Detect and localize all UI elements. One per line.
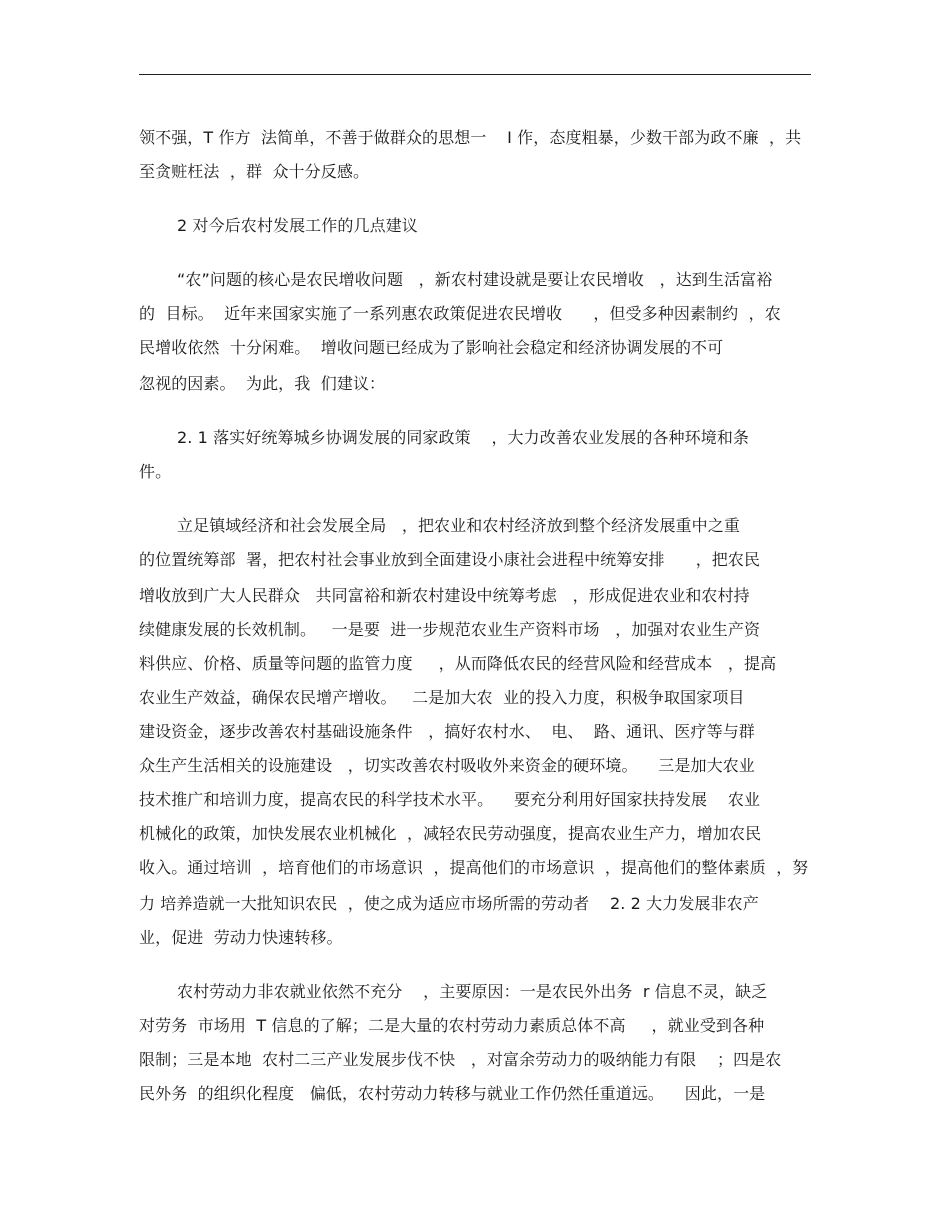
paragraph-line: 限制；三是本地 农村二三产业发展步伐不快 ，对富余劳动力的吸纳能力有限 ；四是农 xyxy=(139,1050,782,1069)
paragraph-line: 料供应、价格、质量等问题的监管力度 ，从而降低农民的经营风险和经营成本 ，提高 xyxy=(139,654,777,673)
subsection-heading: 件。 xyxy=(139,462,172,481)
paragraph-line: 民增收依然 十分闲难。 增收问题已经成为了影响社会稳定和经济协调发展的不可 xyxy=(139,338,724,357)
paragraph-line: 收入。通过培训 ，培育他们的市场意识 ，提高他们的市场意识 ，提高他们的整体素质 ，努 xyxy=(139,858,809,877)
paragraph-line: “农”问题的核心是农民增收问题 ，新农村建设就是要让农民增收 ，达到生活富裕 xyxy=(177,270,773,289)
paragraph-line: 忽视的因素。 为此，我 们建议： xyxy=(139,374,386,393)
paragraph-line: 续健康发展的长效机制。 一是要 进一步规范农业生产资料市场 ，加强对农业生产资 xyxy=(139,620,761,639)
paragraph-line: 建设资金，逐步改善农村基础设施条件 ，搞好农村水、 电、 路、通讯、医疗等与群 xyxy=(139,722,755,741)
paragraph-line: 众生产生活相关的设施建设 ，切实改善农村吸收外来资金的硬环境。 三是加大农业 xyxy=(139,756,755,775)
paragraph-line: 至贪赃枉法 ，群 众十分反感。 xyxy=(139,162,370,181)
section-heading: 2 对今后农村发展工作的几点建议 xyxy=(177,216,418,235)
paragraph-line: 的 目标。 近年来国家实施了一系列惠农政策促进农民增收 ，但受多种因素制约 ，农 xyxy=(139,304,781,323)
paragraph-line: 技术推广和培训力度，提高农民的科学技术水平。 要充分利用好国家扶持发展 农业 xyxy=(139,790,761,809)
paragraph-line: 业，促进 劳动力快速转移。 xyxy=(139,928,343,947)
paragraph-line: 民外务 的组织化程度 偏低，农村劳动力转移与就业工作仍然任重道远。 因此，一是 xyxy=(139,1084,766,1103)
header-rule xyxy=(139,74,811,75)
paragraph-line: 农村劳动力非农就业依然不充分 ，主要原因：一是农民外出务 r 信息不灵，缺乏 xyxy=(177,982,768,1001)
subsection-heading: 2. 1 落实好统筹城乡协调发展的同家政策 ，大力改善农业发展的各种环境和条 xyxy=(177,428,750,447)
paragraph-line: 机械化的政策，加快发展农业机械化 ，减轻农民劳动强度，提高农业生产力，增加农民 xyxy=(139,824,762,843)
paragraph-line: 的位置统筹部 署，把农村社会事业放到全面建设小康社会进程中统筹安排 ，把农民 xyxy=(139,550,761,569)
paragraph-line: 立足镇域经济和社会发展全局 ，把农业和农村经济放到整个经济发展重中之重 xyxy=(177,516,740,535)
paragraph-line: 增收放到广大人民群众 共同富裕和新农村建设中统筹考虑 ，形成促进农业和农村持 xyxy=(139,586,750,605)
paragraph-line: 对劳务 市场用 T 信息的了解；二是大量的农村劳动力素质总体不高 ，就业受到各种 xyxy=(139,1016,765,1035)
paragraph-line: 力 培养造就一大批知识农民 ，使之成为适应市场所需的劳动者 2. 2 大力发展非农产 xyxy=(139,894,759,913)
paragraph-line: 领不强，T 作方 法简单，不善于做群众的思想一 I 作，态度粗暴，少数干部为政不廉 ，共 xyxy=(139,128,802,147)
paragraph-line: 农业生产效益，确保农民增产增收。 二是加大农 业的投入力度，积极争取国家项目 xyxy=(139,688,745,707)
